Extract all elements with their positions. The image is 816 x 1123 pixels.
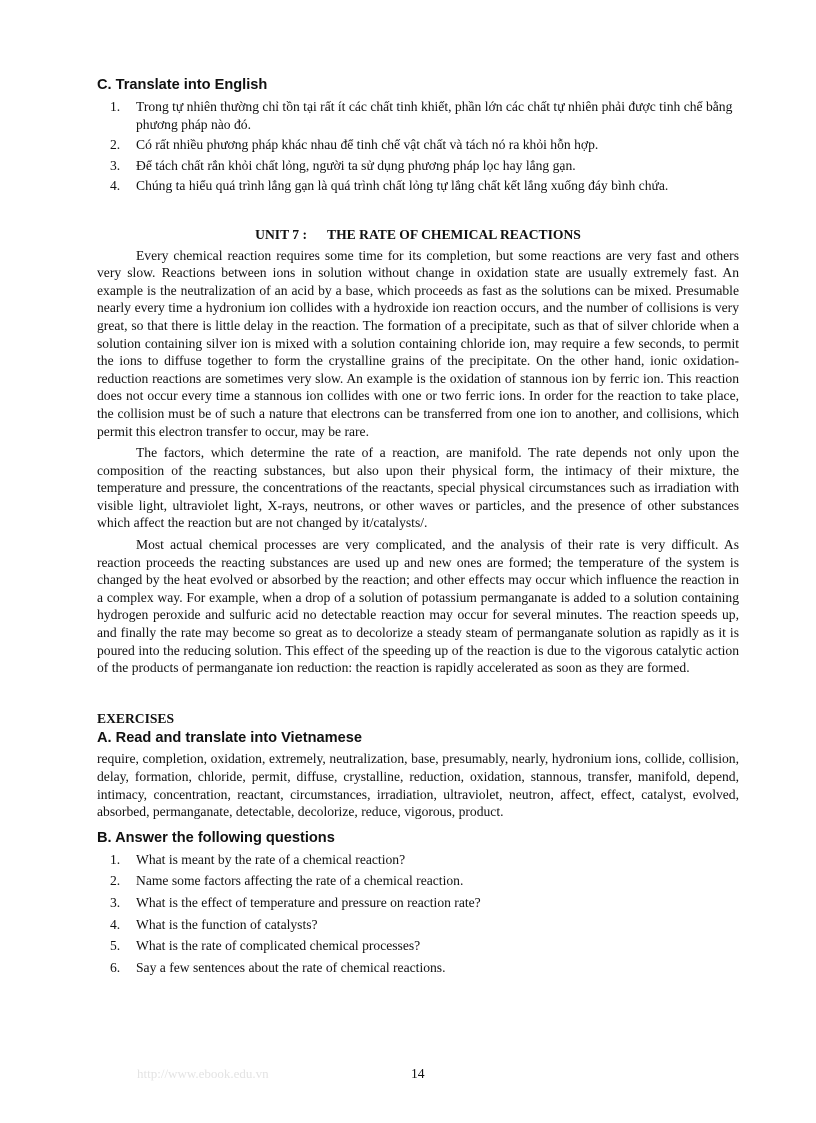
question-number: 4. <box>110 916 121 932</box>
exercises-title: EXERCISES <box>97 710 175 726</box>
question-number: 6. <box>110 959 121 975</box>
question-text: What is the effect of temperature and pressure on reaction rate? <box>136 894 481 910</box>
list-item <box>97 177 739 195</box>
questions-list <box>97 851 739 977</box>
section-b-questions <box>97 829 739 977</box>
item-text: Trong tự nhiên thường chỉ tồn tại rất ít các chất tinh khiết, phần lớn các chất tự nhiên phải được tinh chế bằng phương pháp nào đó. <box>136 99 733 132</box>
question-text: What is meant by the rate of a chemical reaction? <box>136 851 406 867</box>
question-text: What is the function of catalysts? <box>136 916 318 932</box>
unit-label: UNIT 7 : <box>255 226 308 242</box>
footer-url: http://www.ebook.edu.vn <box>137 1066 269 1081</box>
question-item <box>97 937 739 955</box>
question-item <box>97 916 739 934</box>
question-text: Name some factors affecting the rate of a chemical reaction. <box>136 873 464 889</box>
item-text: Chúng ta hiểu quá trình lắng gạn là quá trình chất lỏng tự lắng chất kết lắng xuống đáy bình chứa. <box>136 178 669 194</box>
question-number: 1. <box>110 851 121 867</box>
item-number: 2. <box>110 137 121 153</box>
section-a-vocabulary <box>97 729 739 820</box>
question-number: 5. <box>110 938 121 954</box>
list-item <box>97 136 739 154</box>
body-paragraph: The factors, which determine the rate of a reaction, are manifold. The rate depends not only upon the composition of the reacting substances, but also upon their physical form, the intimacy of their mixture, the temperature and pressure, the concentrations of the reactants, special physical circumstances such as irradiation with visible light, ultraviolet light, X-rays, neutrons, or other waves or particles, and the presence of other substances which affect the reaction but are not changed by it/catalysts/. <box>97 445 739 531</box>
question-item <box>97 872 739 890</box>
question-item <box>97 959 739 977</box>
section-c-heading: C. Translate into English <box>97 77 268 93</box>
question-text: Say a few sentences about the rate of chemical reactions. <box>136 959 446 975</box>
section-b-heading: B. Answer the following questions <box>97 829 335 846</box>
unit-heading: THE RATE OF CHEMICAL REACTIONS <box>327 226 581 242</box>
list-item <box>97 98 739 133</box>
list-item <box>97 157 739 175</box>
document-page <box>97 76 739 980</box>
question-number: 2. <box>110 873 121 889</box>
question-text: What is the rate of complicated chemical processes? <box>136 938 421 954</box>
body-paragraph: Every chemical reaction requires some time for its completion, but some reactions are very fast and others very slow. Reactions between ions in solution without change in oxidation state are usually extremely fast. An example is the neutralization of an acid by a base, which proceeds as fast as the solutions can be mixed. Presumable nearly every time a hydronium ion collides with a hydroxide ion reaction occurs, and the number of collisions is very great, so that there is little delay in the reaction. The formation of a precipitate, such as that of silver chloride when a solution containing silver ion is mixed with a solution containing chloride ion, may require a few seconds, to permit the ions to diffuse together to form the crystalline grains of the precipitate. On the other hand, ionic oxidation-reduction reactions are sometimes very slow. An example is the oxidation of stannous ion by ferric ion. This reaction does not occur every time a stannous ion collides with one or two ferric ions. In order for the reaction to take place, the collision must be of such a nature that electrons can be transferred from one ion to another, and collisions, which permit this electron transfer to occur, may be rare. <box>97 247 739 439</box>
item-number: 4. <box>110 178 121 194</box>
section-a-heading: A. Read and translate into Vietnamese <box>97 730 362 747</box>
body-paragraph: Most actual chemical processes are very complicated, and the analysis of their rate is very difficult. As reaction proceeds the reacting substances are used up and new ones are formed; the temperature of the system is changed by the heat evolved or absorbed by the reaction; and other effects may occur which influence the reaction in a complex way. For example, when a drop of a solution of potassium permanganate is added to a solution containing hydrogen peroxide and sulfuric acid no detectable reaction may occur for several minutes. The reaction speeds up, and finally the rate may become so great as to decolorize a steady steam of permanganate solution as rapidly as it is poured into the reducing solution. This effect of the speeding up of the reaction is due to the vigorous catalytic action of the products of permanganate ion reduction: the reaction is rapidly accelerated as soon as they are formed. <box>97 537 739 676</box>
item-text: Để tách chất rắn khỏi chất lỏng, người ta sử dụng phương pháp lọc hay lắng gạn. <box>136 157 576 173</box>
section-c-list <box>97 98 739 195</box>
question-item <box>97 851 739 869</box>
section-c-translate-english <box>97 76 739 195</box>
unit-title <box>97 226 739 244</box>
vocabulary-list: require, completion, oxidation, extremely, neutralization, base, presumably, nearly, hydronium ions, collide, collision, delay, formation, chloride, permit, diffuse, crystalline, reduction, oxidation, stannous, transfer, manifold, depend, intimacy, concentration, reactant, circumstances, irradiation, ultraviolet, neutron, affect, effect, catalyst, evolved, absorbed, permanganate, detectable, decolorize, reduce, vigorous, product. <box>97 751 739 820</box>
item-text: Có rất nhiều phương pháp khác nhau để tinh chế vật chất và tách nó ra khỏi hỗn hợp. <box>136 137 599 153</box>
question-item <box>97 894 739 912</box>
item-number: 1. <box>110 99 121 114</box>
page-number: 14 <box>411 1066 425 1081</box>
item-number: 3. <box>110 157 121 173</box>
question-number: 3. <box>110 894 121 910</box>
